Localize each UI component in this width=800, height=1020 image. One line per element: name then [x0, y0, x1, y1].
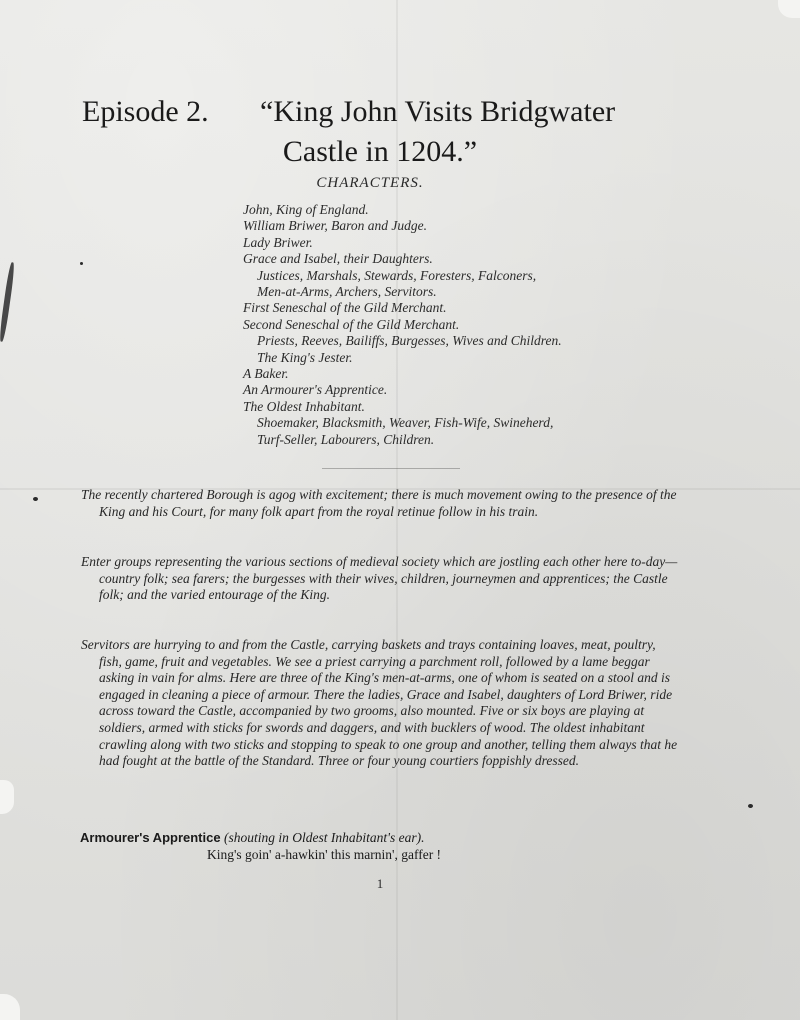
- ink-speck: [80, 262, 83, 265]
- paper-tear-top-right: [778, 0, 800, 18]
- stage-paragraph-2: [81, 554, 681, 604]
- character-entry: Turf-Seller, Labourers, Children.: [257, 431, 435, 447]
- stage-paragraph-1: [81, 487, 681, 520]
- character-entry: Justices, Marshals, Stewards, Foresters, Falconers,: [257, 267, 537, 283]
- character-entry: First Seneschal of the Gild Merchant.: [243, 300, 447, 316]
- speaker-name: Armourer's Apprentice: [80, 830, 221, 845]
- characters-heading: CHARACTERS.: [316, 175, 424, 191]
- stage-paragraph-3: [81, 637, 681, 770]
- character-entry: Priests, Reeves, Bailiffs, Burgesses, Wives and Children.: [257, 333, 562, 349]
- section-divider: [322, 468, 460, 469]
- episode-title-text: “King John Visits Bridgwater: [260, 95, 616, 128]
- character-entry: The King's Jester.: [257, 349, 353, 365]
- character-entry: Men-at-Arms, Archers, Servitors.: [257, 284, 437, 300]
- character-entry: Grace and Isabel, their Daughters.: [243, 251, 433, 267]
- character-entry: The Oldest Inhabitant.: [243, 398, 365, 414]
- paper-tear-bottom-left: [0, 994, 20, 1020]
- character-entry: A Baker.: [243, 366, 289, 382]
- ink-speck: [33, 497, 38, 501]
- paragraph-text: Enter groups representing the various sections of medieval society which are jostling each other here to-day—country folk; sea farers; the burgesses with their wives, children, journeymen and apprentices; the Castle folk; and the varied entourage of the King.: [81, 554, 678, 603]
- dialogue-speech: King's goin' a-hawkin' this marnin', gaffer !: [207, 847, 442, 862]
- dialogue-header: [80, 829, 720, 846]
- character-entry: An Armourer's Apprentice.: [243, 382, 388, 398]
- character-entry: William Briwer, Baron and Judge.: [243, 218, 427, 234]
- episode-label: Episode 2.: [82, 95, 209, 128]
- episode-title-line-1: [82, 92, 702, 132]
- paper-tear-left: [0, 780, 14, 814]
- stage-direction: (shouting in Oldest Inhabitant's ear).: [223, 830, 425, 845]
- page-number: 1: [376, 876, 384, 891]
- ink-speck: [748, 804, 753, 808]
- character-entry: Shoemaker, Blacksmith, Weaver, Fish-Wife, Swineherd,: [257, 415, 554, 431]
- paragraph-text: The recently chartered Borough is agog with excitement; there is much movement owing to the presence of the King and his Court, for many folk apart from the royal retinue follow in his train.: [81, 487, 677, 519]
- character-entry: John, King of England.: [243, 202, 369, 217]
- character-entry: Lady Briwer.: [243, 234, 313, 250]
- binding-mark: [0, 262, 16, 342]
- episode-title-line-2: Castle in 1204.”: [282, 135, 478, 168]
- character-entry: Second Seneschal of the Gild Merchant.: [243, 316, 460, 332]
- characters-list: [243, 202, 693, 448]
- paragraph-text: Servitors are hurrying to and from the Castle, carrying baskets and trays containing loaves, meat, poultry, fish, game, fruit and vegetables. We see a priest carrying a parchment roll, followed by a lame beggar asking in vain for alms. Here are three of the King's men-at-arms, one of whom is seated on a stool and is engaged in cleaning a piece of armour. There the ladies, Grace and Isabel, daughters of Lord Briwer, ride across toward the Castle, accompanied by two grooms, also mounted. Five or six boys are playing at soldiers, armed with sticks for swords and daggers, and with bucklers of wood. The oldest inhabitant crawling along with two sticks and stopping to speak to one group and another, telling them always that he had fought at the battle of the Standard. Three or four young courtiers foppishly dressed.: [81, 637, 678, 769]
